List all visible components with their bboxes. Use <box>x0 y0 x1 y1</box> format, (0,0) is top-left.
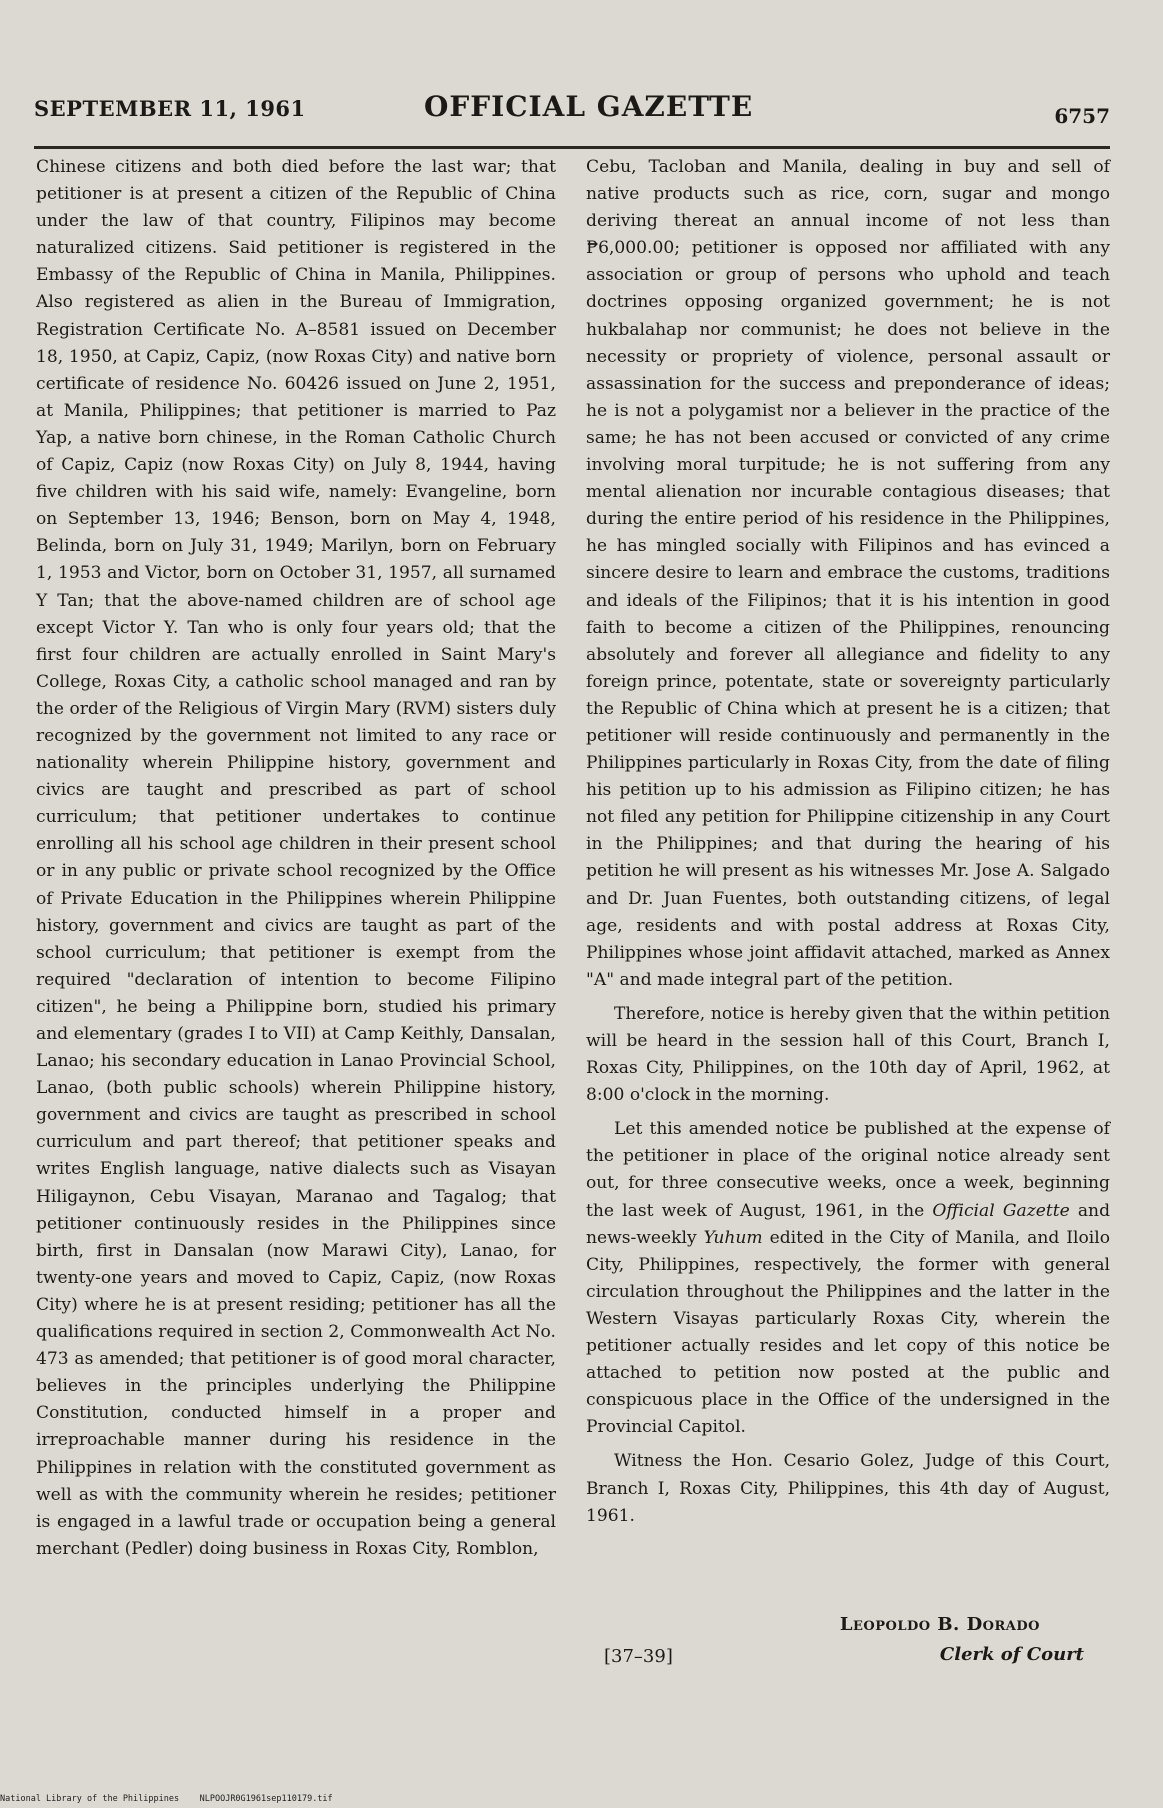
publication-order-paragraph <box>586 1116 1110 1441</box>
official-gazette-title: Official Gazette <box>932 1200 1070 1221</box>
publication-order-text-c: edited in the City of Manila, and Iloilo City, Philippines, respectively, the former with general circulation throughout the Philippines and the latter in the Western Visayas particularly Roxas City, wherein the petitioner actually resides and let copy of this notice be attached to petition now posted at the public and conspicuous place in the Office of the undersigned in the Provincial Capitol. <box>586 1227 1110 1438</box>
page-number: 6757 <box>1054 104 1110 128</box>
publication-order-text-a: Let this amended notice be published at the expense of the petitioner in place of the original notice already sent out, for three consecutive weeks, once a week, beginning the last week of August, 1961, in the <box>586 1119 1110 1221</box>
signatory-name: Leopoldo B. Dorado <box>839 1614 1040 1635</box>
left-column <box>36 154 556 1563</box>
issue-date: SEPTEMBER 11, 1961 <box>34 96 306 121</box>
yuhum-title: Yuhum <box>703 1227 763 1248</box>
scan-footer <box>0 1794 333 1804</box>
header-rule <box>34 146 1110 149</box>
signature-block <box>586 1612 1110 1672</box>
left-column-text: Chinese citizens and both died before the last war; that petitioner is at present a citizen of the Republic of China under the law of that country, Filipinos may become naturalized citizens. Said petitioner is registered in the Embassy of the Republic of China in Manila, Philippines. Also registered as alien in the Bureau of Immigration, Registration Certificate No. A–8581 issued on December 18, 1950, at Capiz, Capiz, (now Roxas City) and native born certificate of residence No. 60426 issued on June 2, 1951, at Manila, Philippines; that petitioner is married to Paz Yap, a native born chinese, in the Roman Catholic Church of Capiz, Capiz (now Roxas City) on July 8, 1944, having five children with his said wife, namely: Evangeline, born on September 13, 1946; Benson, born on May 4, 1948, Belinda, born on July 31, 1949; Marilyn, born on February 1, 1953 and Victor, born on October 31, 1957, all surnamed Y Tan; that the above-named children are of school age except Victor Y. Tan who is only four years old; that the first four children are actually enrolled in Saint Mary's College, Roxas City, a catholic school managed and ran by the order of the Religious of Virgin Mary (RVM) sisters duly recognized by the government not limited to any race or nationality wherein Philippine history, government and civics are taught and prescribed as part of school curriculum; that petitioner undertakes to continue enrolling all his school age children in their present school or in any public or private school recognized by the Office of Private Education in the Philippines wherein Philippine history, government and civics are taught as part of the school curriculum; that petitioner is exempt from the required "declaration of intention to become Filipino citizen", he being a Philippine born, studied his primary and elementary (grades I to VII) at Camp Keithly, Dansalan, Lanao; his secondary education in Lanao Provincial School, Lanao, (both public schools) wherein Philippine history, government and civics are taught as prescribed in school curriculum and part thereof; that petitioner speaks and writes English language, native dialects such as Visayan Hiligaynon, Cebu Visayan, Maranao and Tagalog; that petitioner continuously resides in the Philippines since birth, first in Dansalan (now Marawi City), Lanao, for twenty-one years and moved to Capiz, Capiz, (now Roxas City) where he is at present residing; petitioner has all the qualifications required in section 2, Commonwealth Act No. 473 as amended; that petitioner is of good moral character, believes in the principles underlying the Philippine Constitution, conducted himself in a proper and irreproachable manner during his residence in the Philippines in relation with the constituted government as well as with the community wherein he resides; petitioner is engaged in a lawful trade or occupation being a general merchant (Pedler) doing business in Roxas City, Romblon, <box>36 157 556 1559</box>
notice-reference-number: [37–39] <box>604 1646 673 1667</box>
footer-source: National Library of the Philippines <box>0 1794 180 1804</box>
signatory-role: Clerk of Court <box>939 1644 1084 1665</box>
footer-file: NLPOOJR0G1961sep110179.tif <box>199 1794 333 1804</box>
hearing-notice-paragraph: Therefore, notice is hereby given that the within petition will be heard in the session hall of this Court, Branch I, Roxas City, Philippines, on the 10th day of April, 1962, at 8:00 o'clock in the morning. <box>586 1003 1110 1106</box>
publication-title: OFFICIAL GAZETTE <box>424 90 754 123</box>
witness-paragraph: Witness the Hon. Cesario Golez, Judge of this Court, Branch I, Roxas City, Philippines, this 4th day of August, 1961. <box>586 1451 1110 1526</box>
petition-continuation-paragraph: Cebu, Tacloban and Manila, dealing in buy and sell of native products such as rice, corn, sugar and mongo deriving thereat an annual income of not less than ₱6,000.00; petitioner is opposed nor affiliated with any association or group of persons who uphold and teach doctrines opposing organized government; he is not hukbalahap nor communist; he does not believe in the necessity or propriety of violence, personal assault or assassination for the success and preponderance of ideas; he is not a polygamist nor a believer in the practice of the same; he has not been accused or convicted of any crime involving moral turpitude; he is not suffering from any mental alienation nor incurable contagious diseases; that during the entire period of his residence in the Philippines, he has mingled socially with Filipinos and has evinced a sincere desire to learn and embrace the customs, traditions and ideals of the Filipinos; that it is his intention in good faith to become a citizen of the Philippines, renouncing absolutely and forever all allegiance and fidelity to any foreign prince, potentate, state or sovereignty particularly the Republic of China which at present he is a citizen; that petitioner will reside continuously and permanently in the Philippines particularly in Roxas City, from the date of filing his petition up to his admission as Filipino citizen; he has not filed any petition for Philippine citizenship in any Court in the Philippines; and that during the hearing of his petition he will present as his witnesses Mr. Jose A. Salgado and Dr. Juan Fuentes, both outstanding citizens, of legal age, residents and with postal address at Roxas City, Philippines whose joint affidavit attached, marked as Annex "A" and made integral part of the petition. <box>586 157 1110 990</box>
page-header <box>34 86 1110 136</box>
right-column <box>586 154 1110 1530</box>
publication-order-text-b: and news-weekly <box>586 1200 1111 1248</box>
